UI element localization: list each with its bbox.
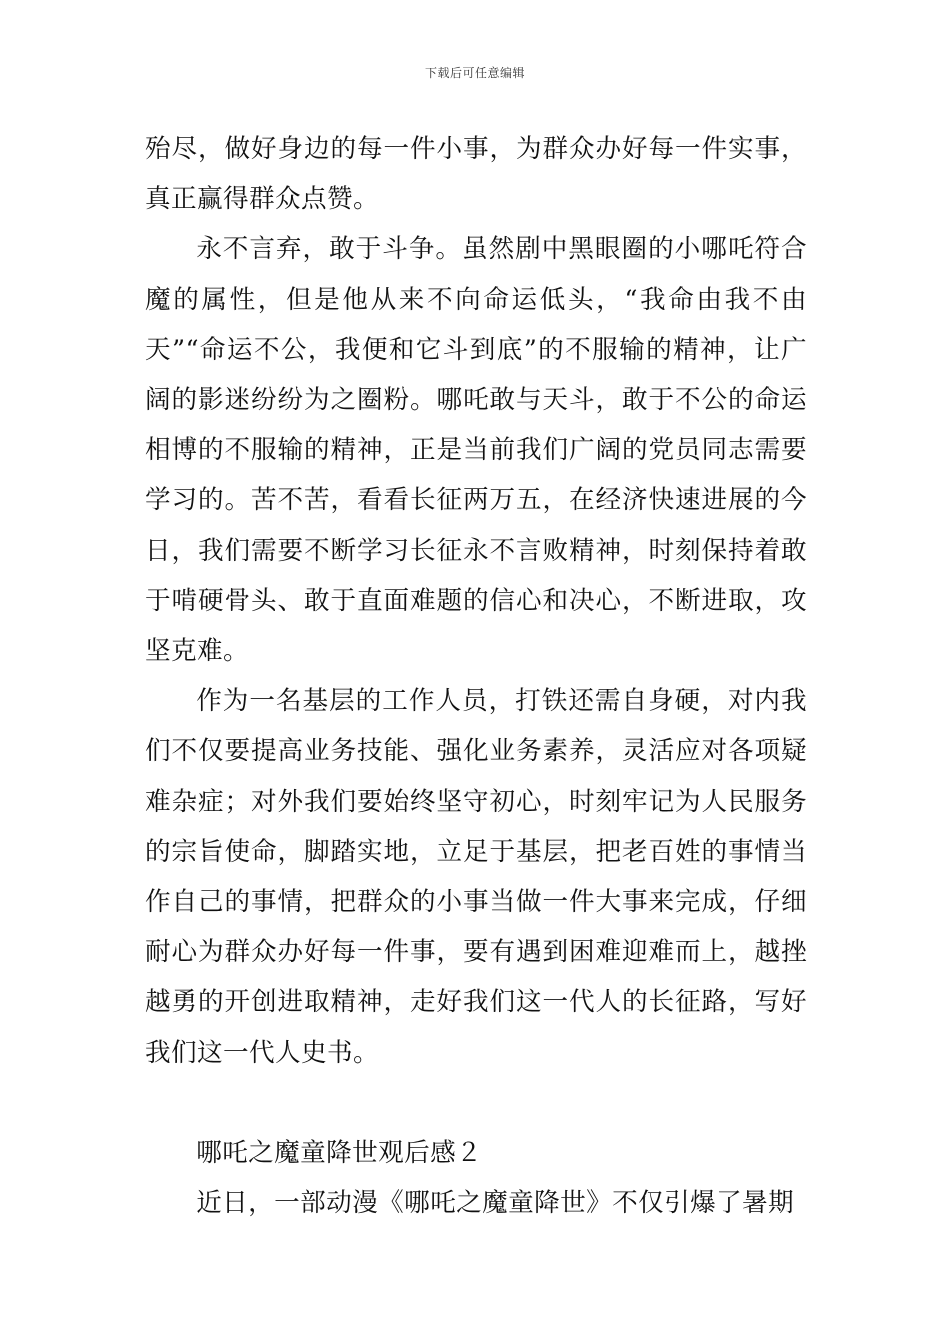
section-spacer xyxy=(145,1078,807,1128)
page-header: 下载后可任意编辑 xyxy=(424,66,525,80)
paragraph-2: 永不言弃，敢于斗争。虽然剧中黑眼圈的小哪吒符合魔的属性，但是他从来不向命运低头，“我命由我不由天”“命运不公，我便和它斗到底”的不服输的精神，让广阔的影迷纷纷为之圈粉。哪吒敢与天斗，敢于不公的命运相博的不服输的精神，正是当前我们广阔的党员同志需要学习的。苦不苦，看看长征两万五，在经济快速进展的今日，我们需要不断学习长征永不言败精神，时刻保持着敢于啃硬骨头、敢于直面难题的信心和决心，不断进取，攻坚克难。 xyxy=(145,234,807,667)
document-body xyxy=(145,124,807,1228)
section-heading: 哪吒之魔童降世观后感２ xyxy=(196,1137,483,1168)
paragraph-4: 近日，一部动漫《哪吒之魔童降世》不仅引爆了暑期 xyxy=(196,1188,795,1219)
paragraph-3: 作为一名基层的工作人员，打铁还需自身硬，对内我们不仅要提高业务技能、强化业务素养，灵活应对各项疑难杂症；对外我们要始终坚守初心，时刻牢记为人民服务的宗旨使命，脚踏实地，立足于基层，把老百姓的事情当作自己的事情，把群众的小事当做一件大事来完成，仔细耐心为群众办好每一件事，要有遇到困难迎难而上，越挫越勇的开创进取精神，走好我们这一代人的长征路，写好我们这一代人史书。 xyxy=(145,686,807,1068)
paragraph-1: 殆尽，做好身边的每一件小事，为群众办好每一件实事，真正赢得群众点赞。 xyxy=(145,134,807,215)
